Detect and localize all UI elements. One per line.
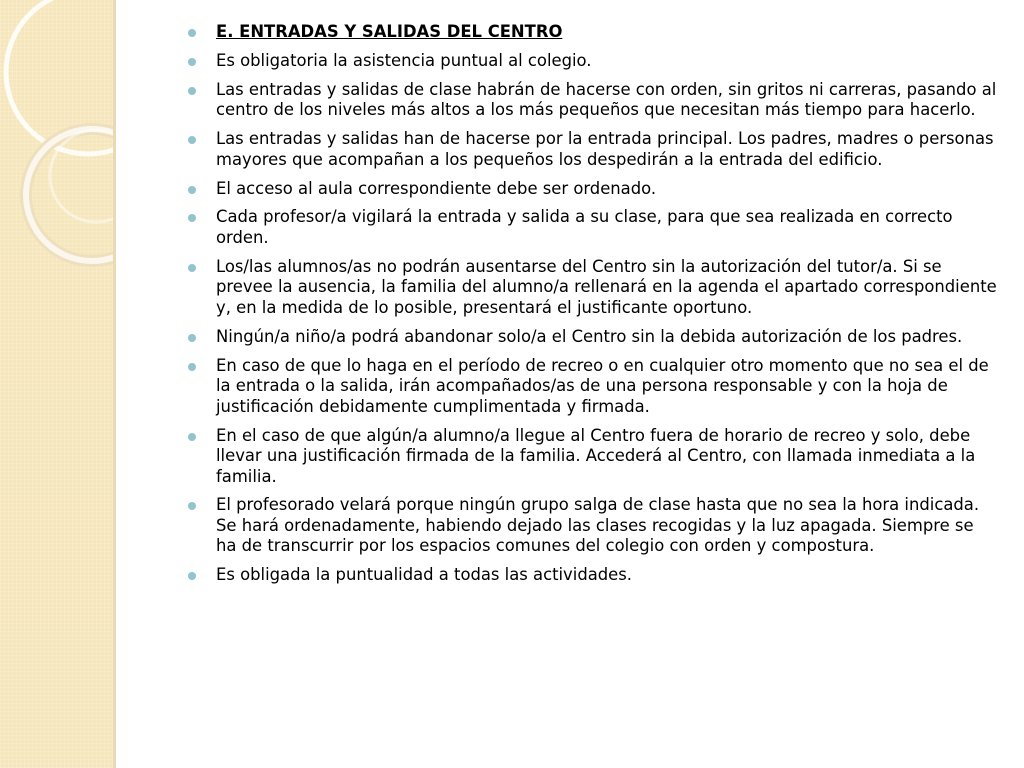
decorative-rings-graphic <box>0 0 113 768</box>
list-item-text: En el caso de que algún/a alumno/a llegue al Centro fuera de horario de recreo y solo, debe llevar una justificación firmada de la familia. Accederá al Centro, con llamada inmediata a la familia. <box>216 425 976 486</box>
decorative-ring-medium-shadow <box>26 129 113 261</box>
bullet-icon <box>188 502 196 510</box>
list-item <box>188 426 998 488</box>
list-item-text: Cada profesor/a vigilará la entrada y salida a su clase, para que sea realizada en correcto orden. <box>216 207 953 247</box>
list-item <box>188 356 998 418</box>
bullet-list <box>188 22 998 586</box>
bullet-icon <box>188 186 196 194</box>
bullet-icon <box>188 214 196 222</box>
side-panel-edge <box>113 0 116 768</box>
bullet-icon <box>188 363 196 371</box>
list-item <box>188 129 998 170</box>
bullet-icon <box>188 334 196 342</box>
list-item <box>188 80 998 121</box>
list-item-text: Las entradas y salidas han de hacerse por la entrada principal. Los padres, madres o personas mayores que acompañan a los pequeños los despedirán a la entrada del edificio. <box>216 129 994 169</box>
bullet-icon <box>188 572 196 580</box>
list-item-text: Es obligatoria la asistencia puntual al colegio. <box>216 50 592 70</box>
bullet-icon <box>188 87 196 95</box>
list-item <box>188 257 998 319</box>
list-item <box>188 207 998 248</box>
bullet-icon <box>188 29 196 37</box>
list-item-text: En caso de que lo haga en el período de recreo o en cualquier otro momento que no sea el de la entrada o la salida, irán acompañados/as de una persona responsable y con la hoja de justificación debidamente cumplimentada y firmada. <box>216 355 989 416</box>
list-item-heading <box>188 22 998 43</box>
bullet-icon <box>188 433 196 441</box>
list-item-text: El acceso al aula correspondiente debe ser ordenado. <box>216 178 657 198</box>
list-item <box>188 51 998 72</box>
bullet-icon <box>188 136 196 144</box>
list-item-text: Es obligada la puntualidad a todas las actividades. <box>216 565 633 585</box>
bullet-icon <box>188 58 196 66</box>
list-item-text: El profesorado velará porque ningún grupo salga de clase hasta que no sea la hora indicada. Se hará ordenadamente, habiendo dejado las clases recogidas y la luz apagada. Siempre se ha de transcurrir por los espacios comunes del colegio con orden y compostura. <box>216 495 980 556</box>
decorative-side-panel <box>0 0 113 768</box>
list-item <box>188 327 998 348</box>
section-heading: E. ENTRADAS Y SALIDAS DEL CENTRO <box>216 22 563 41</box>
list-item <box>188 565 998 586</box>
list-item-text: Los/las alumnos/as no podrán ausentarse del Centro sin la autorización del tutor/a. Si se prevee la ausencia, la familia del alumno/a rellenará en la agenda el apartado correspondiente y, en la medida de lo posible, presentará el justificante oportuno. <box>216 256 997 317</box>
bullet-icon <box>188 264 196 272</box>
list-item-text: Las entradas y salidas de clase habrán de hacerse con orden, sin gritos ni carreras, pasando al centro de los niveles más altos a los más pequeños que necesitan más tiempo para hacerlo. <box>216 79 997 120</box>
slide-content <box>188 22 998 594</box>
list-item-text: Ningún/a niño/a podrá abandonar solo/a el Centro sin la debida autorización de los padres. <box>216 326 963 346</box>
list-item <box>188 179 998 200</box>
list-item <box>188 495 998 557</box>
